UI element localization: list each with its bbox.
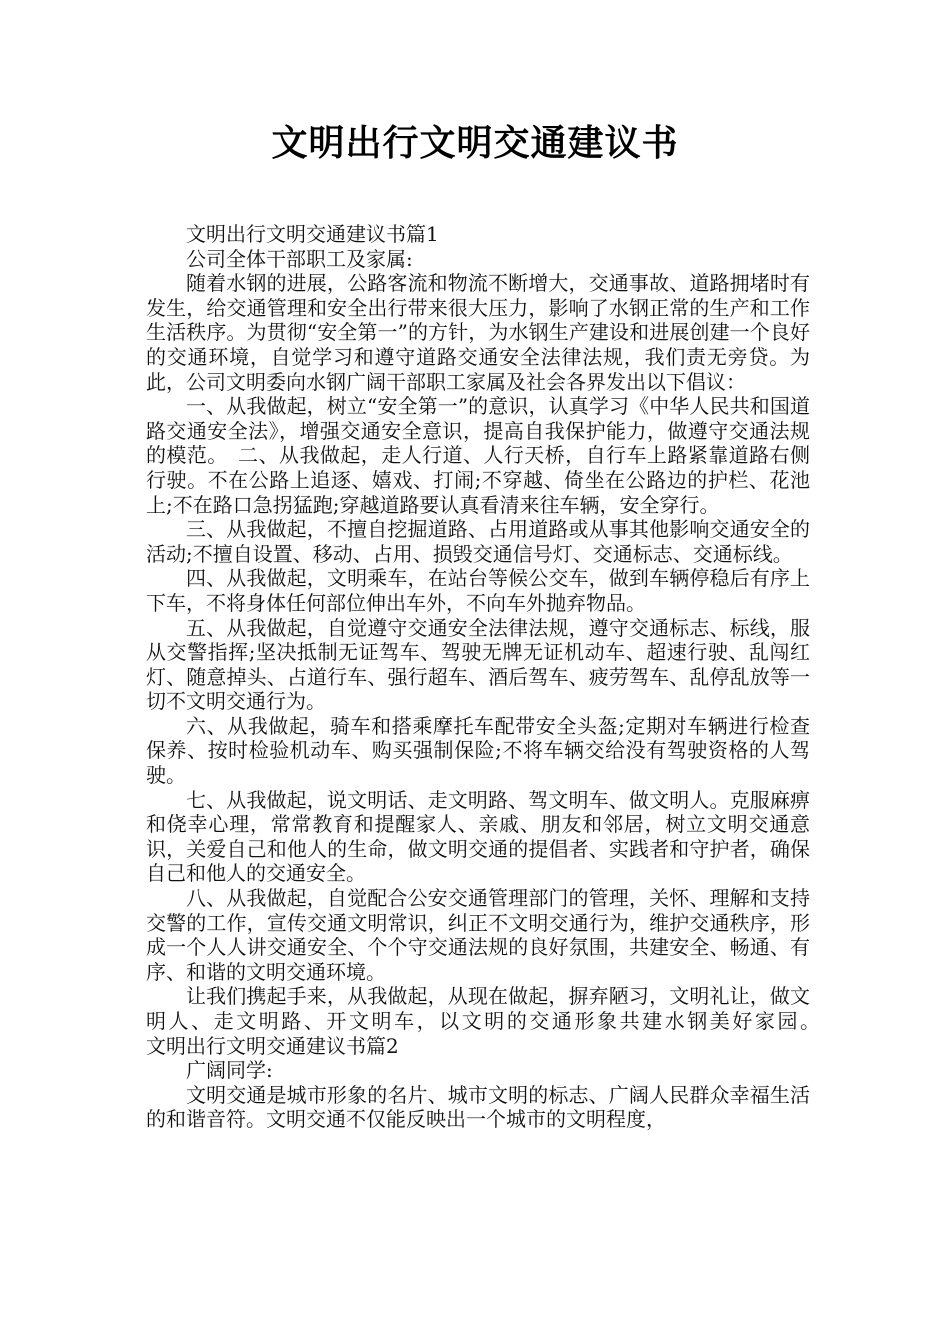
document-title: 文明出行文明交通建议书 xyxy=(271,123,679,164)
document-body xyxy=(146,222,870,1132)
paragraph-essay-2: 文明交通是城市形象的名片、城市文明的标志、广阔人民群众幸福生活的和谐音符。文明交通不仅能反映出一个城市的文明程度， xyxy=(146,1082,810,1132)
paragraph-item-7: 七、从我做起，说文明话、走文明路、驾文明车、做文明人。克服麻痹和侥幸心理，常常教育和提醒家人、亲戚、朋友和邻居，树立文明交通意识，关爱自己和他人的生命，做文明交通的提倡者、实践者和守护者，确保自己和他人的交通安全。 xyxy=(146,787,810,886)
paragraph-item-1-2: 一、从我做起，树立“安全第一”的意识，认真学习《中华人民共和国道路交通安全法》，增强交通安全意识，提高自我保护能力，做遵守交通法规的模范。 二、从我做起，走人行道、人行天桥，自行车上路紧靠道路右侧行驶。不在公路上追逐、嬉戏、打闹;不穿越、倚坐在公路边的护栏、花池上;不在路口急拐猛跑;穿越道路要认真看清来往车辆，安全穿行。 xyxy=(146,394,810,517)
paragraph-item-4: 四、从我做起，文明乘车，在站台等候公交车，做到车辆停稳后有序上下车，不将身体任何部位伸出车外，不向车外抛弃物品。 xyxy=(146,566,810,615)
salutation-2: 广阔同学: xyxy=(186,1058,273,1083)
salutation: 公司全体干部职工及家属: xyxy=(186,246,413,271)
section-heading-1: 文明出行文明交通建议书篇1 xyxy=(186,222,439,246)
paragraph-item-8: 八、从我做起，自觉配合公安交通管理部门的管理，关怀、理解和支持交警的工作，宣传交通文明常识，纠正不文明交通行为，维护交通秩序，形成一个人人讲交通安全、个个守交通法规的良好氛围，共建安全、畅通、有序、和谐的文明交通环境。 xyxy=(146,886,810,984)
paragraph-item-6: 六、从我做起，骑车和搭乘摩托车配带安全头盔;定期对车辆进行检查保养、按时检验机动车、购买强制保险;不将车辆交给没有驾驶资格的人驾驶。 xyxy=(146,713,810,788)
paragraph-intro: 随着水钢的进展，公路客流和物流不断增大，交通事故、道路拥堵时有发生，给交通管理和安全出行带来很大压力，影响了水钢正常的生产和工作生活秩序。为贯彻“安全第一”的方针，为水钢生产建设和进展创建一个良好的交通环境，自觉学习和遵守道路交通安全法律法规，我们责无旁贷。为此，公司文明委向水钢广阔干部职工家属及社会各界发出以下倡议： xyxy=(146,271,810,394)
paragraph-item-5: 五、从我做起，自觉遵守交通安全法律法规，遵守交通标志、标线，服从交警指挥;坚决抵制无证驾车、驾驶无牌无证机动车、超速行驶、乱闯红灯、随意掉头、占道行车、强行超车、酒后驾车、疲劳驾车、乱停乱放等一切不文明交通行为。 xyxy=(146,615,810,714)
paragraph-closing: 让我们携起手来，从我做起，从现在做起，摒弃陋习，文明礼让，做文明人、走文明路、开文明车，以文明的交通形象共建水钢美好家园。 文明出行文明交通建议书篇2 xyxy=(146,984,870,1058)
paragraph-item-3: 三、从我做起，不擅自挖掘道路、占用道路或从事其他影响交通安全的活动;不擅自设置、移动、占用、损毁交通信号灯、交通标志、交通标线。 xyxy=(146,517,810,566)
